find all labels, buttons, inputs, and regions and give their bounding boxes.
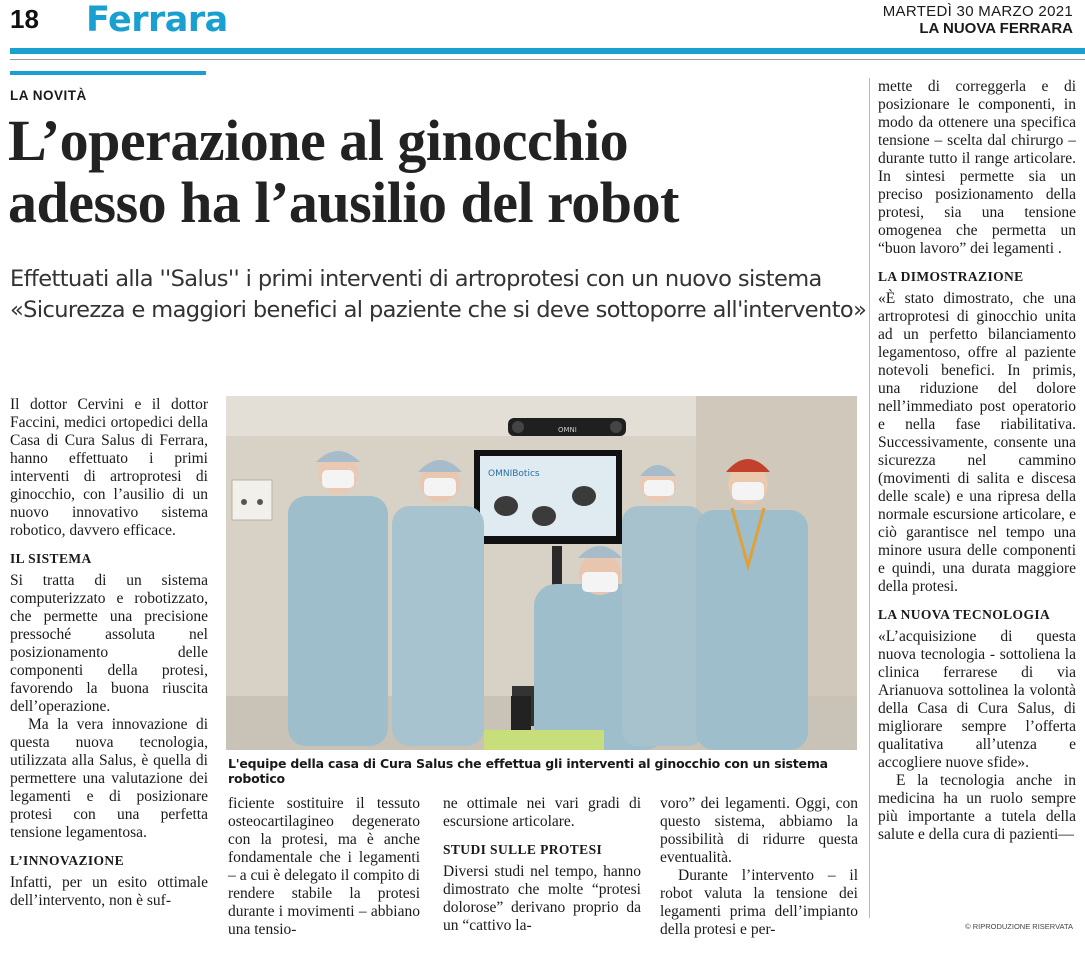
body-paragraph: Il dottor Cervini e il dottor Faccini, medici ortopedici della Casa di Cura Salus di Ferrara, hanno effettuato i primi interventi di artroprotesi di ginocchio, con l’ausilio di un nuovo innovativo sistema robotico, davvero efficace. [10, 396, 208, 539]
subhead-line-2: «Sicurezza e maggiori benefici al paziente che si deve sottoporre all'intervento» [10, 297, 867, 323]
photo-illustration [226, 396, 857, 750]
issue-date: MARTEDÌ 30 MARZO 2021 [882, 3, 1073, 20]
body-paragraph: Ma la vera innovazione di questa nuova tecnologia, utilizzata alla Salus, è quella di permettere una valutazione dei legamenti e di posizionare protesi con una perfetta tensione legamentosa. [10, 716, 208, 841]
headline-line-2: adesso ha l’ausilio del robot [8, 170, 679, 235]
body-paragraph: «È stato dimostrato, che una artroprotesi di ginocchio unita ad un perfetto bilanciamento legamentoso, offre al paziente notevoli benefici. In primis, una riduzione del dolore nell’immediato post operatorio e nella fase riabilitativa. Successivamente, consente una sicurezza nel cammino (movimenti di salita e discesa delle scale) e una ripresa della normale escursione articolare, e ciò garantisce nel tempo una minore usura delle componenti e quindi, una durata maggiore della protesi. [878, 290, 1076, 595]
body-paragraph: Diversi studi nel tempo, hanno dimostrato che molte “protesi dolorose” derivano proprio da un “cattivo la- [443, 863, 641, 934]
body-paragraph: Si tratta di un sistema computerizzato e robotizzato, che permette una precisione pressoché assoluta nel posizionamento delle componenti della protesi, favorendo la buona riuscita dell’operazione. [10, 572, 208, 715]
page-number: 18 [10, 4, 39, 34]
article-photo [226, 396, 857, 750]
device-label-text: OMNI [558, 426, 577, 434]
copyright-notice: © RIPRODUZIONE RISERVATA [965, 922, 1073, 931]
article-column-3 [443, 795, 641, 935]
body-paragraph: E la tecnologia anche in medicina ha un ruolo sempre più importante a tutela della salute e della cura di pazienti— [878, 772, 1076, 843]
body-paragraph: Infatti, per un esito ottimale dell’intervento, non è suf- [10, 874, 208, 909]
subheading-dimostrazione: LA DIMOSTRAZIONE [878, 269, 1024, 284]
body-paragraph: Durante l’intervento – il robot valuta la tensione dei legamenti prima dell’impianto della protesi e per- [660, 867, 858, 938]
body-paragraph: «L’acquisizione di questa nuova tecnologia - sottoliena la clinica ferrarese di via Arianuova sottolinea la volontà della Casa di Cura Salus, di migliorare sempre l’offerta qualitativa all’utenza e accogliere nuove sfide». [878, 628, 1076, 771]
article-subhead [10, 264, 870, 326]
photo-caption: L'equipe della casa di Cura Salus che effettua gli interventi al ginocchio con un sistema robotico [228, 756, 828, 786]
body-paragraph: ficiente sostituire il tessuto osteocartilagineo degenerato con la protesi, ma è anche fondamentale che i legamenti – a cui è delegato il compito di rendere stabile la protesi durante i movimenti – abbiano una tensio- [228, 795, 420, 938]
kicker-accent-rule [10, 71, 206, 75]
masthead-thin-rule [10, 59, 1085, 60]
subheading-studi: STUDI SULLE PROTESI [443, 842, 603, 857]
body-paragraph: ne ottimale nei vari gradi di escursione articolare. [443, 795, 641, 830]
article-column-1 [10, 396, 208, 910]
headline-line-1: L’operazione al ginocchio [8, 108, 629, 173]
body-paragraph: mette di correggerla e di posizionare le componenti, in modo da ottenere una specifica tensione – scelta dal chirurgo – durante tutto il range articolare. In sintesi permette sia un preciso posizionamento della protesi, sia una tensione omogenea che permetta un “buon lavoro” dei legamenti . [878, 78, 1076, 257]
masthead-rule [10, 48, 1085, 54]
screen-brand-text: OMNIBotics [488, 469, 540, 479]
article-column-2 [228, 795, 420, 939]
subheading-il-sistema: IL SISTEMA [10, 551, 92, 566]
dateline [883, 3, 1073, 37]
body-paragraph: voro” dei legamenti. Oggi, con questo sistema, abbiamo la possibilità di ridurre questa eventualità. [660, 795, 858, 866]
newspaper-name: LA NUOVA FERRARA [919, 20, 1073, 37]
article-column-4 [660, 795, 858, 939]
section-title: Ferrara [86, 0, 228, 40]
subhead-line-1: Effettuati alla ''Salus'' i primi interventi di artroprotesi con un nuovo sistema [10, 266, 822, 292]
person-4 [622, 465, 704, 746]
column-divider [869, 78, 870, 918]
article-column-5 [878, 78, 1076, 844]
article-headline [8, 110, 868, 234]
subheading-innovazione: L’INNOVAZIONE [10, 853, 124, 868]
subheading-nuova-tecnologia: LA NUOVA TECNOLOGIA [878, 607, 1051, 622]
article-kicker: LA NOVITÀ [10, 88, 87, 103]
